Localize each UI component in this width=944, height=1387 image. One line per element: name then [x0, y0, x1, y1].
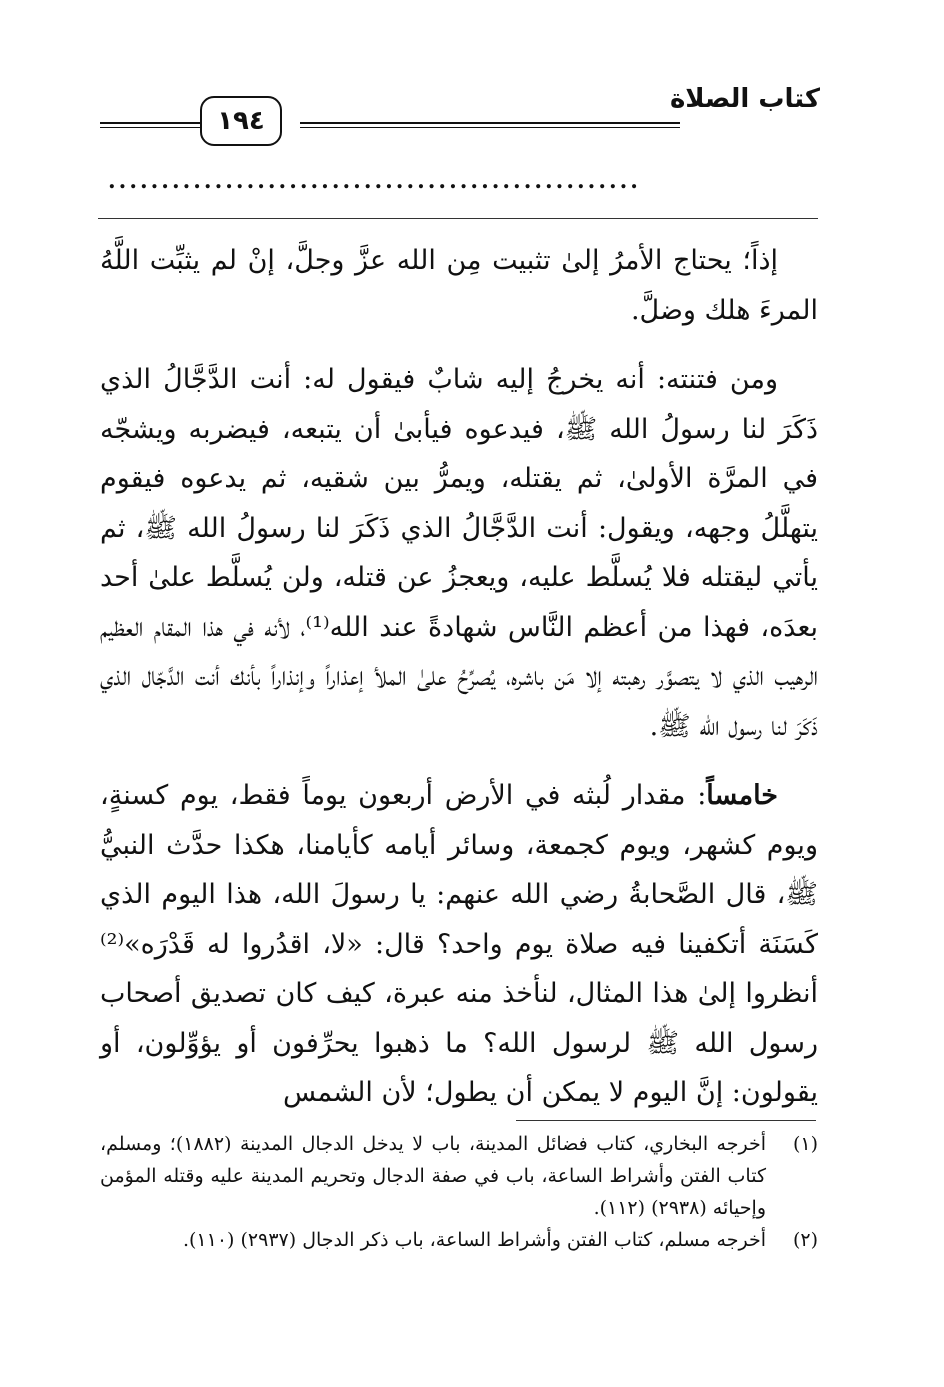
- page-header: [100, 78, 820, 138]
- dotted-separator: ..................................................: [108, 168, 641, 194]
- paragraph-3: [100, 771, 818, 1118]
- top-divider: [98, 218, 818, 219]
- main-text: [100, 236, 818, 1138]
- footnotes: [100, 1128, 818, 1256]
- footnote-text: أخرجه مسلم، كتاب الفتن وأشراط الساعة، باب ذكر الدجال (٢٩٣٧) (١١٠).: [182, 1229, 766, 1251]
- footnote-1: [100, 1128, 818, 1224]
- book-section-title: كتاب الصلاة: [669, 84, 820, 114]
- header-rule: [300, 122, 680, 124]
- paragraph-2: ومن فتنته: أنه يخرجُ إليه شابٌ فيقول له: أنت الدَّجَّالُ الذي ذَكَرَ لنا رسولُ الله ﷺ، فيدعوه فيأبىٰ أن يتبعه، فيضربه ويشجّه في المرَّة الأولىٰ، ثم يقتله، ويمرُّ بين شقيه، ثم يدعوه فيقوم يتهلَّلُ وجهه، ويقول: أنت الدَّجَّالُ الذي ذَكَرَ لنا رسولُ الله ﷺ، ثم يأتي ليقتله فلا يُسلَّط عليه، ويعجزُ عن قتله، ولن يُسلَّط علىٰ أحد بعدَه، فهذا من أعظم النَّاس شهادةً عند الله⁽¹⁾، لأنه في هذا المقام العظيم الرهيب الذي لا يتصوَّر رهبته إلا مَن باشره، يُصرِّحُ علىٰ الملأ إعذاراً وإنذاراً بأنك أنت الدَّجّال الذي ذَكَرَ لنا رسول الله ﷺ.: [100, 364, 818, 742]
- footnote-number: (٢): [792, 1229, 818, 1251]
- paragraph-3-lead: خامساً: [706, 780, 778, 811]
- paragraph-3-text: : مقدار لُبثه في الأرض أربعون يوماً فقط، يوم كسنةٍ، ويوم كشهر، ويوم كجمعة، وسائر أيامه كأيامنا، هكذا حدَّث النبيُّ ﷺ، قال الصَّحابةُ رضي الله عنهم: يا رسولَ الله، هذا اليوم الذي كَسَنَة أتكفينا فيه صلاة يوم واحد؟ قال: «لا، اقدُروا له قَدْرَه»⁽²⁾ أنظروا إلىٰ هذا المثال، لنأخذ منه عبرة، كيف كان تصديق أصحاب رسول الله ﷺ لرسول الله؟ ما ذهبوا يحرِّفون أو يؤوِّلون، أو يقولون: إنَّ اليوم لا يمكن أن يطول؛ لأن الشمس: [100, 780, 818, 1108]
- header-rule-left-thin: [100, 127, 200, 128]
- footnote-divider: [516, 1120, 816, 1121]
- paragraph-1: إذاً؛ يحتاج الأمرُ إلىٰ تثبيت مِن الله عزَّ وجلَّ، إنْ لم يثبِّت اللَّهُ المرءَ هلك وضلَّ.: [100, 245, 818, 326]
- footnote-text: أخرجه البخاري، كتاب فضائل المدينة، باب لا يدخل الدجال المدينة (١٨٨٢)؛ ومسلم، كتاب الفتن وأشراط الساعة، باب في صفة الدجال وتحريم المدينة عليه وقتله المؤمن وإحيائه (٢٩٣٨) (١١٢).: [100, 1133, 766, 1219]
- header-rule-left: [100, 122, 200, 124]
- footnote-2: [100, 1224, 818, 1256]
- header-rule-thin: [300, 127, 680, 128]
- page-number: ١٩٤: [200, 96, 282, 146]
- footnote-number: (١): [792, 1133, 818, 1155]
